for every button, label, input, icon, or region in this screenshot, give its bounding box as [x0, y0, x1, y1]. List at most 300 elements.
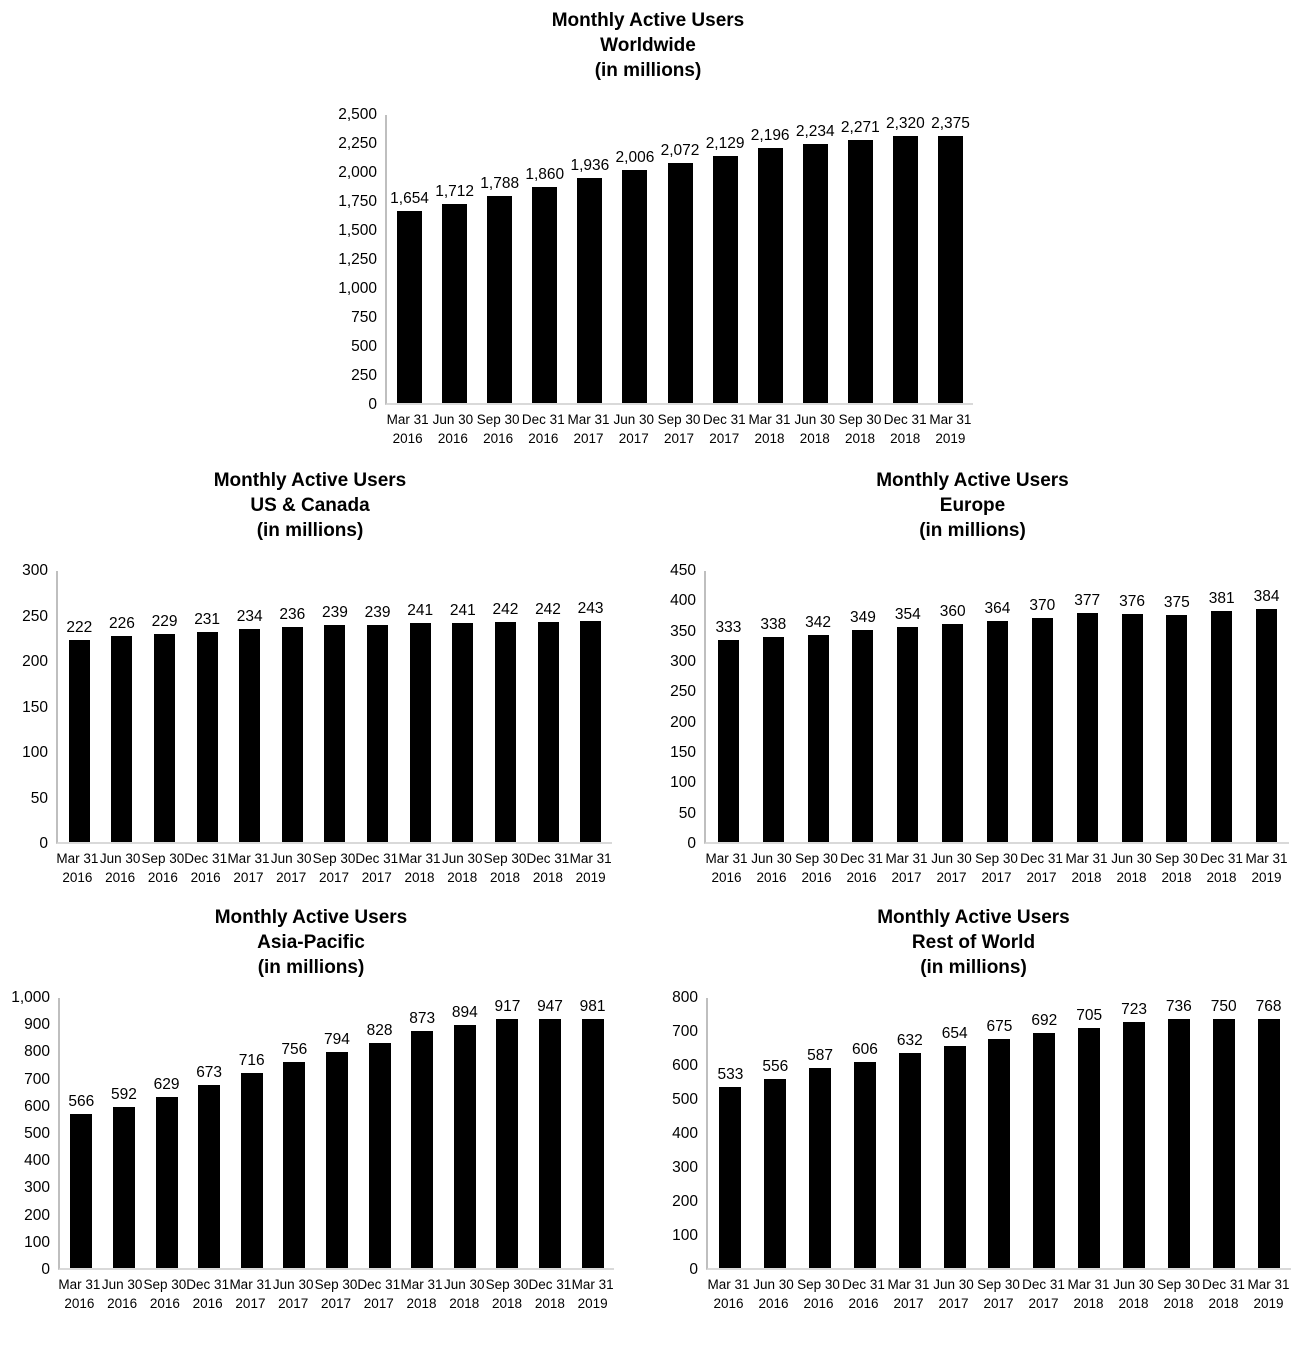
y-axis [8, 989, 58, 1278]
bar [495, 622, 516, 842]
chart-title-line: (in millions) [594, 60, 702, 81]
x-tick-label [186, 1270, 229, 1313]
bar-group [796, 571, 841, 842]
bar-group [885, 571, 930, 842]
bar-value-label: 2,006 [615, 149, 655, 167]
bar [111, 636, 132, 842]
bar [156, 1097, 178, 1268]
bar-value-label: 1,860 [525, 166, 565, 184]
bar-group [612, 115, 657, 403]
x-tick-year: 2018 [404, 870, 435, 885]
x-tick-year: 2018 [799, 431, 830, 446]
x-tick-date: Dec 31 [702, 412, 746, 427]
x-tick-year: 2017 [278, 1296, 309, 1311]
x-tick-date: Jun 30 [272, 1277, 314, 1292]
bar [1032, 618, 1053, 842]
x-tick-label [792, 405, 837, 448]
bar [410, 623, 431, 842]
x-tick-label [144, 1270, 187, 1313]
bar [283, 1062, 305, 1268]
x-tick-label [566, 405, 611, 448]
x-tick-date: Mar 31 [885, 851, 928, 866]
plot-area [385, 115, 973, 405]
x-tick-date: Mar 31 [1065, 851, 1108, 866]
x-tick-date: Jun 30 [432, 412, 474, 427]
x-tick-label [443, 1270, 486, 1313]
x-tick-year: 2017 [363, 1296, 394, 1311]
bar-value-label: 692 [1031, 1011, 1058, 1029]
bar-group [708, 998, 753, 1268]
x-tick-label [929, 844, 974, 887]
bar-value-label: 342 [805, 613, 832, 631]
bar [987, 621, 1008, 842]
bar [942, 624, 963, 842]
chart-title-line: Monthly Active Users [214, 907, 408, 928]
bar-group [103, 998, 146, 1268]
bar-value-label: 242 [535, 600, 561, 618]
y-tick-label: 900 [24, 1016, 50, 1034]
x-tick-year: 2016 [62, 870, 93, 885]
bar-value-label: 629 [153, 1075, 180, 1093]
x-tick-label [441, 844, 484, 887]
bar [70, 1114, 92, 1268]
x-tick-year: 2018 [534, 1296, 565, 1311]
bar-group [928, 115, 973, 403]
x-axis [704, 844, 1289, 887]
bar-value-label: 750 [1210, 998, 1237, 1015]
bar [113, 1107, 135, 1268]
y-axis [8, 562, 56, 852]
bar-value-label: 592 [110, 1085, 137, 1103]
bar-group [843, 998, 888, 1268]
chart-title-line: Asia-Pacific [257, 932, 365, 953]
chart-title [656, 893, 1291, 980]
bar-group [883, 115, 928, 403]
bar-value-label: 654 [941, 1024, 968, 1042]
x-tick-year: 2017 [276, 870, 307, 885]
x-tick-label [749, 844, 794, 887]
x-tick-date: Dec 31 [184, 851, 228, 866]
x-tick-date: Dec 31 [840, 851, 883, 866]
x-tick-label [1066, 1270, 1111, 1313]
x-tick-label [1154, 844, 1199, 887]
x-tick-year: 2016 [713, 1296, 744, 1311]
x-tick-date: Jun 30 [794, 412, 835, 427]
x-tick-year: 2018 [406, 1296, 437, 1311]
bar-group [657, 115, 702, 403]
x-tick-date: Sep 30 [838, 412, 882, 427]
bar [899, 1053, 921, 1268]
row-middle [0, 458, 1296, 887]
bar [1256, 609, 1277, 842]
bar [1213, 1019, 1235, 1268]
y-tick-label: 1,000 [338, 280, 377, 297]
chart-europe [656, 458, 1289, 887]
bar [239, 629, 260, 842]
x-tick-year: 2017 [318, 870, 349, 885]
x-tick-label [702, 405, 747, 448]
x-tick-year: 2017 [936, 870, 967, 885]
bar-value-label: 723 [1121, 1001, 1147, 1019]
bar-value-label: 349 [850, 609, 876, 627]
x-tick-date: Mar 31 [398, 851, 441, 866]
bar-value-label: 241 [407, 601, 434, 619]
bar-group [798, 998, 843, 1268]
y-tick-label: 700 [24, 1070, 50, 1088]
y-tick-label: 100 [672, 1227, 698, 1244]
x-axis [385, 405, 973, 448]
bar-group [486, 998, 529, 1268]
bar-group [58, 571, 101, 842]
x-tick-year: 2017 [573, 431, 604, 446]
bar-value-label: 231 [194, 610, 221, 628]
x-tick-year: 2016 [848, 1296, 879, 1311]
x-tick-label [704, 844, 749, 887]
x-tick-date: Mar 31 [571, 1277, 614, 1292]
x-tick-date: Mar 31 [1245, 851, 1288, 866]
chart-title-line: (in millions) [920, 957, 1027, 978]
y-tick-label: 300 [670, 653, 696, 670]
x-tick-year: 2016 [392, 431, 423, 446]
bar [893, 136, 918, 403]
y-tick-label: 2,250 [338, 135, 377, 152]
bar-value-label: 333 [715, 618, 742, 636]
bar-group [706, 571, 751, 842]
bar-value-label: 360 [939, 602, 966, 620]
x-tick-label [928, 405, 973, 448]
y-tick-label: 400 [670, 592, 696, 610]
x-tick-label [884, 844, 929, 887]
bar-group [748, 115, 793, 403]
bar-group [273, 998, 316, 1268]
bar-group [527, 571, 570, 842]
x-tick-year: 2019 [1251, 870, 1282, 885]
x-tick-year: 2018 [754, 431, 785, 446]
x-tick-label [794, 844, 839, 887]
x-tick-date: Dec 31 [357, 1277, 401, 1292]
bar-value-label: 384 [1253, 588, 1280, 606]
x-tick-label [229, 1270, 272, 1313]
bar-group [1201, 998, 1246, 1268]
x-tick-year: 2016 [437, 431, 468, 446]
x-tick-label [486, 1270, 529, 1313]
bar [487, 196, 512, 403]
x-tick-label [227, 844, 270, 887]
x-tick-year: 2018 [1208, 1296, 1239, 1311]
bar-value-label: 2,072 [660, 141, 700, 159]
x-tick-label [1064, 844, 1109, 887]
bar [852, 630, 873, 842]
bar-group [441, 571, 484, 842]
x-tick-label [101, 1270, 144, 1313]
bar-group [1246, 998, 1291, 1268]
bar [442, 204, 467, 403]
chart-title-line: Monthly Active Users [213, 470, 407, 491]
bar-value-label: 606 [852, 1040, 878, 1058]
chart-title-line: Monthly Active Users [876, 470, 1069, 491]
x-tick-date: Dec 31 [883, 412, 927, 427]
y-tick-label: 500 [24, 1125, 50, 1142]
y-tick-label: 400 [672, 1125, 698, 1142]
x-tick-label [528, 1270, 571, 1313]
x-tick-year: 2016 [105, 870, 136, 885]
x-tick-label [611, 405, 656, 448]
x-tick-date: Mar 31 [569, 851, 612, 866]
bar-value-label: 236 [279, 606, 306, 624]
bar [1211, 611, 1232, 842]
bar [713, 156, 738, 403]
bar-value-label: 2,375 [931, 115, 970, 132]
bar-value-label: 736 [1165, 998, 1192, 1015]
y-tick-label: 300 [22, 562, 48, 579]
bar-value-label: 370 [1029, 596, 1056, 614]
x-tick-label [886, 1270, 931, 1313]
x-tick-date: Sep 30 [1157, 1277, 1200, 1292]
bar-value-label: 1,654 [390, 190, 429, 208]
x-tick-year: 2019 [575, 870, 606, 885]
y-tick-label: 150 [22, 698, 48, 716]
x-tick-label [747, 405, 792, 448]
x-tick-date: Jun 30 [933, 1277, 974, 1292]
bar-group [186, 571, 229, 842]
y-tick-label: 0 [41, 1261, 50, 1278]
bar-value-label: 2,271 [840, 118, 880, 136]
x-tick-year: 2017 [981, 870, 1012, 885]
x-tick-year: 2017 [709, 431, 740, 446]
x-tick-date: Dec 31 [186, 1277, 230, 1292]
x-tick-date: Sep 30 [483, 851, 527, 866]
bar-group [703, 115, 748, 403]
x-tick-year: 2016 [801, 870, 832, 885]
bar-value-label: 229 [151, 612, 178, 630]
x-tick-date: Sep 30 [485, 1277, 529, 1292]
x-tick-date: Sep 30 [975, 851, 1018, 866]
x-tick-year: 2017 [1026, 870, 1057, 885]
bar [69, 640, 90, 842]
bar [938, 136, 963, 403]
bar-value-label: 377 [1074, 592, 1101, 610]
y-tick-label: 800 [24, 1043, 50, 1061]
bar [803, 144, 828, 403]
x-tick-label [58, 1270, 101, 1313]
y-tick-label: 150 [670, 744, 696, 761]
bar-group [271, 571, 314, 842]
bar [808, 635, 829, 842]
x-tick-year: 2016 [803, 1296, 834, 1311]
bar-value-label: 239 [322, 603, 348, 621]
chart-title-line: Europe [939, 495, 1006, 516]
x-tick-date: Mar 31 [1067, 1277, 1110, 1292]
bar-value-label: 242 [492, 600, 519, 618]
x-tick-year: 2017 [664, 431, 695, 446]
bar-group [571, 998, 614, 1268]
x-tick-year: 2017 [618, 431, 649, 446]
x-tick-label [313, 844, 356, 887]
chart-cell [648, 458, 1296, 887]
x-tick-year: 2018 [1118, 1296, 1149, 1311]
bar-group [930, 571, 975, 842]
x-tick-label [974, 844, 1019, 887]
bar [577, 178, 602, 403]
y-tick-label: 500 [672, 1091, 698, 1108]
chart-title-line: Monthly Active Users [551, 10, 745, 31]
x-tick-date: Jun 30 [270, 851, 312, 866]
bar-group [1020, 571, 1065, 842]
bar-group [230, 998, 273, 1268]
y-tick-label: 450 [670, 562, 696, 579]
y-tick-label: 200 [670, 713, 696, 731]
bar-value-label: 2,234 [795, 122, 835, 140]
bar [154, 634, 175, 842]
bar-group [145, 998, 188, 1268]
x-tick-date: Sep 30 [312, 851, 356, 866]
y-tick-label: 800 [672, 989, 698, 1006]
bar [1078, 1028, 1100, 1268]
x-tick-date: Mar 31 [227, 851, 270, 866]
bar [282, 627, 303, 842]
chart-cell [648, 893, 1296, 1313]
x-tick-label [1111, 1270, 1156, 1313]
y-tick-label: 750 [351, 309, 377, 326]
x-tick-label [184, 844, 227, 887]
x-tick-date: Mar 31 [705, 851, 748, 866]
bar-value-label: 894 [451, 1003, 478, 1021]
x-tick-date: Jun 30 [751, 851, 792, 866]
x-tick-date: Dec 31 [1020, 851, 1063, 866]
x-tick-date: Mar 31 [748, 412, 791, 427]
y-tick-label: 1,750 [338, 193, 377, 210]
y-tick-label: 2,500 [338, 106, 377, 123]
bar-group [358, 998, 401, 1268]
bar-group [1154, 571, 1199, 842]
x-tick-label [706, 1270, 751, 1313]
bar-value-label: 2,129 [705, 135, 745, 153]
x-tick-date: Sep 30 [795, 851, 838, 866]
bar-value-label: 632 [896, 1032, 923, 1050]
bar-group [477, 115, 522, 403]
chart-title [8, 893, 614, 980]
x-tick-year: 2018 [1071, 870, 1102, 885]
x-tick-label [1019, 844, 1064, 887]
y-tick-label: 500 [351, 338, 377, 355]
bar [809, 1068, 831, 1268]
chart-cell [0, 893, 648, 1313]
row-worldwide [0, 0, 1296, 448]
x-tick-date: Mar 31 [567, 412, 610, 427]
x-tick-label [1201, 1270, 1246, 1313]
x-tick-date: Sep 30 [141, 851, 185, 866]
x-tick-year: 2017 [983, 1296, 1014, 1311]
x-tick-year: 2018 [449, 1296, 480, 1311]
bar-group [443, 998, 486, 1268]
x-tick-year: 2018 [1073, 1296, 1104, 1311]
x-tick-date: Jun 30 [1113, 1277, 1154, 1292]
chart-title-line: (in millions) [257, 957, 365, 978]
x-tick-label [751, 1270, 796, 1313]
bar-group [793, 115, 838, 403]
y-axis [656, 562, 704, 852]
bar-value-label: 381 [1208, 589, 1235, 607]
bar-group [188, 998, 231, 1268]
x-tick-label [484, 844, 527, 887]
bar-group [838, 115, 883, 403]
x-tick-year: 2016 [711, 870, 742, 885]
x-tick-year: 2018 [532, 870, 563, 885]
x-axis [706, 1270, 1291, 1313]
bar [241, 1073, 263, 1268]
chart-title-line: Rest of World [911, 932, 1036, 953]
bar-group [484, 571, 527, 842]
bar [496, 1019, 518, 1268]
bar-value-label: 226 [108, 615, 135, 633]
x-tick-label [56, 844, 99, 887]
bar [718, 640, 739, 842]
bar [411, 1031, 433, 1268]
x-tick-label [270, 844, 313, 887]
bar-value-label: 675 [986, 1017, 1013, 1035]
y-tick-label: 200 [22, 653, 48, 670]
chart-title-line: (in millions) [256, 520, 364, 541]
x-tick-year: 2016 [758, 1296, 789, 1311]
bar [539, 1019, 561, 1268]
bar-value-label: 2,196 [750, 127, 790, 145]
x-tick-date: Sep 30 [1155, 851, 1198, 866]
bar [397, 211, 422, 403]
bar-value-label: 376 [1119, 592, 1145, 610]
y-axis [656, 989, 706, 1278]
x-tick-label [398, 844, 441, 887]
y-tick-label: 1,500 [338, 222, 377, 239]
x-tick-date: Jun 30 [613, 412, 655, 427]
bar-value-label: 716 [238, 1052, 265, 1070]
x-tick-date: Mar 31 [1247, 1277, 1290, 1292]
x-tick-label [400, 1270, 443, 1313]
y-tick-label: 200 [24, 1206, 50, 1224]
x-tick-date: Mar 31 [929, 412, 972, 427]
x-tick-year: 2016 [846, 870, 877, 885]
bar [1033, 1033, 1055, 1268]
chart-worldwide [323, 0, 973, 448]
bar-group [522, 115, 567, 403]
bar-value-label: 243 [577, 599, 604, 617]
plot-area [56, 571, 612, 844]
chart-title-line: (in millions) [919, 520, 1026, 541]
x-tick-date: Dec 31 [526, 851, 570, 866]
bar-group [228, 571, 271, 842]
x-tick-date: Sep 30 [314, 1277, 358, 1292]
bar [326, 1052, 348, 1268]
x-tick-label [475, 405, 520, 448]
y-tick-label: 350 [670, 622, 696, 640]
x-tick-label [1021, 1270, 1066, 1313]
x-tick-label [1199, 844, 1244, 887]
bar [944, 1046, 966, 1268]
bar-value-label: 828 [366, 1021, 393, 1039]
bar [758, 148, 783, 403]
x-tick-label [385, 405, 430, 448]
x-tick-label [315, 1270, 358, 1313]
x-tick-date: Dec 31 [521, 412, 565, 427]
bar-value-label: 2,320 [886, 115, 925, 132]
x-tick-year: 2017 [938, 1296, 969, 1311]
x-tick-year: 2019 [1253, 1296, 1284, 1311]
bar-group [569, 571, 612, 842]
y-tick-label: 200 [672, 1193, 698, 1210]
bar [538, 622, 559, 842]
bar-group [316, 998, 359, 1268]
x-tick-date: Jun 30 [444, 1277, 485, 1292]
bar-group [1065, 571, 1110, 842]
